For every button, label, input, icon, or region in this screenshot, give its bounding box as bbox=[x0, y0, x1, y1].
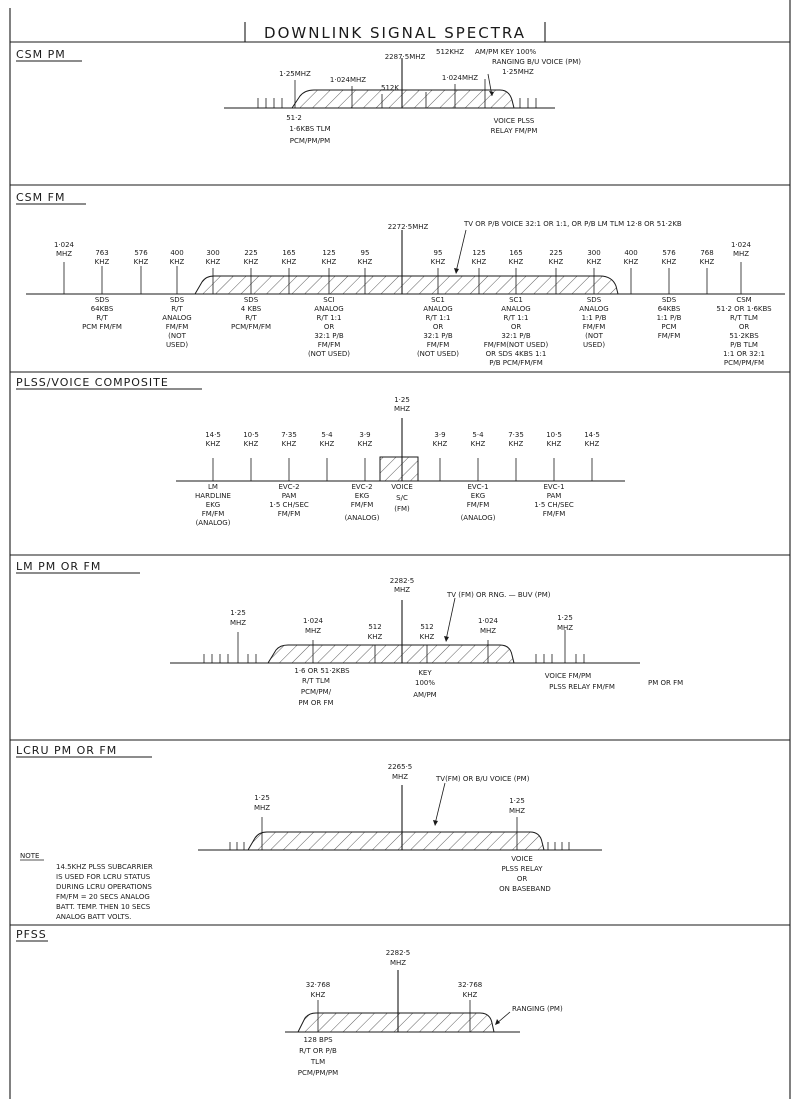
spectrum-label: FM/FM bbox=[201, 510, 225, 518]
spectrum-label: R/T TLM bbox=[302, 677, 330, 685]
spectrum-label: KHZ bbox=[94, 258, 110, 266]
section-plss-voice-composite bbox=[16, 376, 625, 527]
spectrum-label: (NOT bbox=[168, 332, 186, 340]
spectrum-label: 768 bbox=[700, 249, 714, 257]
spectrum-label: ON BASEBAND bbox=[499, 885, 551, 893]
spectrum-label: 4 KBS bbox=[240, 305, 262, 313]
spectrum-label: 32·768 bbox=[457, 981, 483, 989]
spectrum-label: ANALOG bbox=[162, 314, 192, 322]
spectrum-label: MHZ bbox=[55, 250, 73, 258]
spectrum-label: (ANALOG) bbox=[460, 514, 496, 522]
spectrum-label: 5·4 bbox=[472, 431, 484, 439]
spectrum-label: KHZ bbox=[357, 258, 373, 266]
spectrum-label: KHZ bbox=[169, 258, 185, 266]
spectrum-label: FM/FM bbox=[466, 501, 490, 509]
spectrum-label: KHZ bbox=[661, 258, 677, 266]
spectrum-label: OR bbox=[323, 323, 335, 331]
spectrum-label: MHZ bbox=[556, 624, 574, 632]
spectrum-label: ANALOG bbox=[501, 305, 531, 313]
spectrum-label: PCM FM/FM bbox=[82, 323, 122, 331]
spectrum-label: 1·5 CH/SEC bbox=[269, 501, 309, 509]
spectrum-label: ANALOG BATT VOLTS. bbox=[56, 913, 132, 921]
spectrum-label: USED) bbox=[165, 341, 189, 349]
spectrum-label: (ANALOG) bbox=[344, 514, 380, 522]
spectrum-label: KHZ bbox=[319, 440, 335, 448]
spectrum-label: R/T 1:1 bbox=[316, 314, 342, 322]
spectrum-label: 95 bbox=[433, 249, 443, 257]
spectrum-label: 1·25 bbox=[394, 396, 410, 404]
spectrum-label: FM/FM(NOT USED) bbox=[483, 341, 549, 349]
section-title: PLSS/VOICE COMPOSITE bbox=[16, 376, 169, 389]
spectrum-label: 512 bbox=[420, 623, 434, 631]
spectrum-label: PCM bbox=[661, 323, 677, 331]
spectrum-label: MHZ bbox=[304, 627, 322, 635]
spectrum-label: KHZ bbox=[357, 440, 373, 448]
spectrum-label: EKG bbox=[470, 492, 486, 500]
spectrum-label: KHZ bbox=[205, 440, 221, 448]
spectrum-label: EVC-1 bbox=[467, 483, 489, 491]
spectrum-label: 1·25 bbox=[230, 609, 246, 617]
spectrum-label: 10·5 bbox=[546, 431, 562, 439]
spectrum-label: 1:1 P/B bbox=[581, 314, 607, 322]
spectrum-label: KHZ bbox=[699, 258, 715, 266]
spectrum-label: SDS bbox=[169, 296, 185, 304]
section-pfss bbox=[16, 928, 563, 1077]
spectrum-label: MHZ bbox=[253, 804, 271, 812]
spectrum-label: 64KBS bbox=[657, 305, 681, 313]
spectrum-label: FM/FM bbox=[657, 332, 681, 340]
spectrum-label: FM/FM bbox=[542, 510, 566, 518]
spectrum-label: KHZ bbox=[623, 258, 639, 266]
spectrum-label: IS USED FOR LCRU STATUS bbox=[56, 873, 151, 881]
section-lm-pm-or-fm bbox=[16, 560, 683, 707]
spectrum-label: RANGING (PM) bbox=[512, 1005, 563, 1013]
spectrum-label: S/C bbox=[396, 494, 408, 502]
spectrum-label: 32·768 bbox=[305, 981, 331, 989]
spectrum-label: KHZ bbox=[281, 258, 297, 266]
spectrum-label: VOICE bbox=[511, 855, 533, 863]
spectrum-label: 165 bbox=[282, 249, 296, 257]
spectrum-label: OR SDS 4KBS 1:1 bbox=[485, 350, 547, 358]
spectrum-label: R/T TLM bbox=[730, 314, 758, 322]
spectrum-label: KHZ bbox=[470, 440, 486, 448]
spectrum-label: USED) bbox=[582, 341, 606, 349]
spectrum-label: 1·024 bbox=[477, 617, 499, 625]
spectrum-label: SDS bbox=[94, 296, 110, 304]
spectrum-label: P/B TLM bbox=[730, 341, 758, 349]
spectrum-label: HARDLINE bbox=[195, 492, 231, 500]
spectrum-label: RANGING B/U VOICE (PM) bbox=[492, 58, 581, 66]
spectrum-label: KHZ bbox=[430, 258, 446, 266]
spectrum-label: KHZ bbox=[432, 440, 448, 448]
spectrum-label: 1·024MHZ bbox=[441, 74, 479, 82]
spectrum-label: MHZ bbox=[479, 627, 497, 635]
spectrum-label: (FM) bbox=[394, 505, 410, 513]
spectrum-label: 400 bbox=[624, 249, 638, 257]
spectrum-label: R/T 1:1 bbox=[503, 314, 529, 322]
spectrum-label: KHZ bbox=[586, 258, 602, 266]
spectrum-label: PCM/PM/ bbox=[300, 688, 332, 696]
spectrum-label: PCM/FM/FM bbox=[231, 323, 271, 331]
section-title: CSM PM bbox=[16, 48, 66, 61]
spectrum-label: KHZ bbox=[205, 258, 221, 266]
spectrum-label: AM/PM bbox=[413, 691, 437, 699]
section-title: CSM FM bbox=[16, 191, 66, 204]
spectrum-label: 1·024MHZ bbox=[329, 76, 367, 84]
spectrum-label: R/T bbox=[171, 305, 183, 313]
spectrum-label: 512 bbox=[368, 623, 382, 631]
spectrum-label: 165 bbox=[509, 249, 523, 257]
spectrum-label: 576 bbox=[134, 249, 148, 257]
spectrum-label: 2282·5 bbox=[389, 577, 415, 585]
spectrum-label: AM/PM KEY 100% bbox=[475, 48, 537, 56]
spectrum-label: EVC-2 bbox=[351, 483, 373, 491]
spectrum-label: 1·25MHZ bbox=[279, 70, 311, 78]
spectrum-label: 51·2 OR 1·6KBS bbox=[716, 305, 772, 313]
spectrum-label: KHZ bbox=[310, 991, 326, 999]
spectrum-label: SC1 bbox=[431, 296, 445, 304]
spectrum-label: KHZ bbox=[367, 633, 383, 641]
spectrum-label: P/B PCM/FM/FM bbox=[489, 359, 543, 367]
spectrum-label: KHZ bbox=[548, 258, 564, 266]
spectrum-label: 300 bbox=[587, 249, 601, 257]
spectrum-label: 1·25MHZ bbox=[502, 68, 534, 76]
spectrum-label: R/T bbox=[245, 314, 257, 322]
spectrum-label: KEY bbox=[418, 669, 432, 677]
page-title: DOWNLINK SIGNAL SPECTRA bbox=[264, 24, 526, 42]
spectrum-label: (NOT bbox=[585, 332, 603, 340]
spectrum-label: LM bbox=[208, 483, 218, 491]
spectrum-label: EVC-1 bbox=[543, 483, 565, 491]
spectrum-label: 2287·5MHZ bbox=[384, 53, 426, 61]
spectrum-label: 2265·5 bbox=[387, 763, 413, 771]
spectrum-label: 3·9 bbox=[434, 431, 446, 439]
spectrum-label: 5·4 bbox=[321, 431, 333, 439]
spectrum-label: R/T 1:1 bbox=[425, 314, 451, 322]
spectrum-label: FM/FM bbox=[350, 501, 374, 509]
spectrum-label: KHZ bbox=[419, 633, 435, 641]
spectrum-label: 225 bbox=[549, 249, 563, 257]
spectrum-label: KHZ bbox=[281, 440, 297, 448]
spectrum-label: 128 BPS bbox=[303, 1036, 333, 1044]
spectrum-label: PM OR FM bbox=[298, 699, 334, 707]
spectrum-label: TV (FM) OR RNG. — BUV (PM) bbox=[447, 591, 551, 599]
spectrum-label: ANALOG bbox=[423, 305, 453, 313]
spectrum-label: KHZ bbox=[471, 258, 487, 266]
spectrum-label: 1·5 CH/SEC bbox=[534, 501, 574, 509]
spectrum-label: (ANALOG) bbox=[195, 519, 231, 527]
spectrum-label: KHZ bbox=[508, 258, 524, 266]
spectrum-label: FM/FM bbox=[582, 323, 606, 331]
spectrum-label: 1:1 P/B bbox=[656, 314, 682, 322]
spectrum-label: 2272·5MHZ bbox=[387, 223, 429, 231]
spectrum-label: VOICE FM/PM bbox=[544, 672, 592, 680]
spectrum-label: 7·35 bbox=[281, 431, 297, 439]
spectrum-label: 32:1 P/B bbox=[501, 332, 531, 340]
spectrum-label: OR bbox=[738, 323, 750, 331]
spectrum-label: MHZ bbox=[389, 959, 407, 967]
spectrum-label: 51·2KBS bbox=[729, 332, 759, 340]
spectrum-label: 2282·5 bbox=[385, 949, 411, 957]
spectrum-label: SCI bbox=[323, 296, 335, 304]
spectrum-label: MHZ bbox=[393, 586, 411, 594]
spectrum-label: 125 bbox=[322, 249, 336, 257]
spectrum-label: 1·6 OR 51·2KBS bbox=[294, 667, 350, 675]
spectrum-label: SDS bbox=[661, 296, 677, 304]
spectrum-label: CSM bbox=[736, 296, 752, 304]
spectrum-label: OR bbox=[516, 875, 528, 883]
spectrum-label: 1·25 bbox=[254, 794, 270, 802]
spectrum-label: 1·25 bbox=[557, 614, 573, 622]
spectrum-label: PLSS RELAY bbox=[501, 865, 543, 873]
spectrum-label: 1·25 bbox=[509, 797, 525, 805]
spectrum-label: KHZ bbox=[321, 258, 337, 266]
spectrum-label: KHZ bbox=[462, 991, 478, 999]
spectrum-label: 32:1 P/B bbox=[423, 332, 453, 340]
spectrum-label: 1·024 bbox=[53, 241, 75, 249]
spectrum-label: (NOT USED) bbox=[416, 350, 460, 358]
spectrum-label: VOICE bbox=[391, 483, 413, 491]
spectrum-label: 51·2 bbox=[286, 114, 302, 122]
spectrum-label: EKG bbox=[205, 501, 221, 509]
spectrum-label: KHZ bbox=[584, 440, 600, 448]
note-block bbox=[20, 852, 153, 921]
spectrum-label: OR bbox=[510, 323, 522, 331]
spectrum-label: OR bbox=[432, 323, 444, 331]
spectrum-label: KHZ bbox=[508, 440, 524, 448]
spectrum-label: TV OR P/B VOICE 32:1 OR 1:1, OR P/B LM TLM 12·8 OR 51·2KB bbox=[464, 220, 682, 228]
spectrum-label: TV(FM) OR B/U VOICE (PM) bbox=[436, 775, 530, 783]
spectrum-label: PCM/PM/PM bbox=[289, 137, 331, 145]
spectrum-label: 400 bbox=[170, 249, 184, 257]
spectrum-label: PM OR FM bbox=[648, 679, 684, 687]
spectrum-label: 1·024 bbox=[302, 617, 324, 625]
spectrum-label: 1·6KBS TLM bbox=[289, 125, 331, 133]
section-csm-fm bbox=[16, 191, 785, 367]
spectrum-label: 300 bbox=[206, 249, 220, 257]
section-title: PFSS bbox=[16, 928, 47, 941]
spectrum-label: KHZ bbox=[243, 440, 259, 448]
spectrum-label: FM/FM bbox=[277, 510, 301, 518]
spectrum-label: 225 bbox=[244, 249, 258, 257]
spectrum-label: PAM bbox=[546, 492, 562, 500]
spectrum-label: PCM/PM/PM bbox=[297, 1069, 339, 1077]
spectrum-label: 95 bbox=[360, 249, 370, 257]
spectrum-label: 125 bbox=[472, 249, 486, 257]
spectrum-label: KHZ bbox=[133, 258, 149, 266]
spectrum-label: PLSS RELAY FM/FM bbox=[549, 683, 615, 691]
spectrum-label: 32:1 P/B bbox=[314, 332, 344, 340]
spectrum-label: 10·5 bbox=[243, 431, 259, 439]
spectrum-label: VOICE PLSS bbox=[493, 117, 535, 125]
section-title: LCRU PM OR FM bbox=[16, 744, 118, 757]
page-frame bbox=[10, 0, 790, 1099]
spectrum-label: (NOT USED) bbox=[307, 350, 351, 358]
spectrum-label: PCM/PM/FM bbox=[723, 359, 765, 367]
spectrum-label: KHZ bbox=[243, 258, 259, 266]
spectrum-label: FM/FM = 20 SECS ANALOG bbox=[56, 893, 150, 901]
spectrum-label: 1:1 OR 32:1 bbox=[723, 350, 765, 358]
spectrum-label: BATT. TEMP. THEN 10 SECS bbox=[56, 903, 151, 911]
spectrum-label: 64KBS bbox=[90, 305, 114, 313]
spectrum-label: 14.5KHZ PLSS SUBCARRIER bbox=[56, 863, 153, 871]
section-csm-pm bbox=[16, 48, 581, 145]
spectrum-label: 1·024 bbox=[730, 241, 752, 249]
spectrum-label: ANALOG bbox=[579, 305, 609, 313]
spectrum-label: FM/FM bbox=[426, 341, 450, 349]
spectrum-label: DURING LCRU OPERATIONS bbox=[56, 883, 152, 891]
spectrum-label: 512K bbox=[381, 84, 399, 92]
spectrum-label: 763 bbox=[95, 249, 109, 257]
spectrum-label: 14·5 bbox=[584, 431, 600, 439]
spectrum-label: KHZ bbox=[546, 440, 562, 448]
spectrum-label: R/T bbox=[96, 314, 108, 322]
spectrum-label: R/T OR P/B bbox=[299, 1047, 337, 1055]
spectrum-label: EVC-2 bbox=[278, 483, 300, 491]
spectrum-label: EKG bbox=[354, 492, 370, 500]
spectrum-label: TLM bbox=[310, 1058, 326, 1066]
spectrum-label: 14·5 bbox=[205, 431, 221, 439]
spectrum-label: ANALOG bbox=[314, 305, 344, 313]
section-title: LM PM OR FM bbox=[16, 560, 102, 573]
spectrum-label: 100% bbox=[414, 679, 436, 687]
spectrum-label: SC1 bbox=[509, 296, 523, 304]
spectrum-label: SDS bbox=[586, 296, 602, 304]
spectrum-label: MHZ bbox=[393, 405, 411, 413]
spectrum-label: PAM bbox=[281, 492, 297, 500]
spectrum-label: FM/FM bbox=[317, 341, 341, 349]
spectrum-label: FM/FM bbox=[165, 323, 189, 331]
spectrum-label: RELAY FM/PM bbox=[490, 127, 538, 135]
spectrum-label: 512KHZ bbox=[435, 48, 465, 56]
spectrum-label: MHZ bbox=[391, 773, 409, 781]
spectrum-label: 3·9 bbox=[359, 431, 371, 439]
spectrum-label: NOTE bbox=[20, 852, 40, 860]
spectrum-label: MHZ bbox=[732, 250, 750, 258]
spectrum-label: MHZ bbox=[508, 807, 526, 815]
spectrum-label: SDS bbox=[243, 296, 259, 304]
spectrum-label: 576 bbox=[662, 249, 676, 257]
spectrum-label: 7·35 bbox=[508, 431, 524, 439]
spectrum-label: MHZ bbox=[229, 619, 247, 627]
